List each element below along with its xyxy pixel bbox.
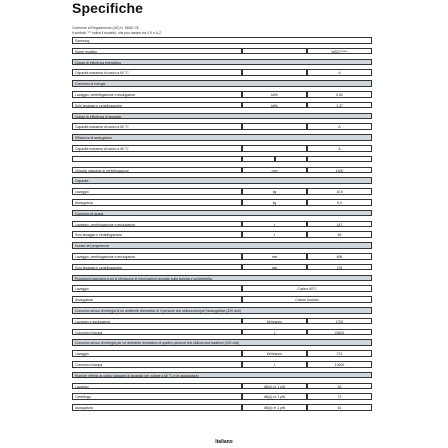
row-value: 53 bbox=[307, 383, 372, 390]
row-label bbox=[72, 156, 242, 163]
section-header-label: Durata del programma bbox=[72, 242, 372, 249]
regulation-note: Conforme al Regolamento (UE) N. 96/60 CE bbox=[72, 26, 139, 30]
row-unit: kWh/anno bbox=[242, 318, 307, 325]
row-label: Nome modello bbox=[72, 48, 242, 55]
section-header-row bbox=[72, 242, 372, 249]
row-label: Solo lavaggio e centrifugazione bbox=[72, 264, 242, 271]
section-header-label: Classe di efficienza energetica bbox=[72, 59, 372, 66]
table-row bbox=[72, 37, 372, 44]
row-label: Capacità massima di carico a 60 °C bbox=[72, 69, 242, 76]
row-value bbox=[307, 156, 372, 163]
row-value: 61 bbox=[307, 404, 372, 411]
row-label: Lavaggio, centrifugazione e asciugatura bbox=[72, 91, 242, 98]
row-label: Velocità massima di centrifugazione bbox=[72, 167, 242, 174]
section-header-row bbox=[72, 275, 372, 282]
table-row bbox=[72, 188, 372, 195]
page-title: Specifiche bbox=[72, 0, 144, 16]
row-value: Cotone Asciutto bbox=[242, 296, 372, 303]
section-header-label: Capacità bbox=[72, 177, 372, 184]
specifications-table bbox=[72, 37, 372, 425]
table-row bbox=[72, 48, 372, 55]
row-label: Centrifuga bbox=[72, 393, 242, 400]
table-row bbox=[72, 361, 372, 368]
row-label: Solo lavaggio e centrifugazione bbox=[72, 102, 242, 109]
table-row bbox=[72, 102, 372, 109]
row-label: Capacità massima di carico a 60 °C bbox=[72, 123, 242, 130]
row-unit: rpm bbox=[242, 167, 307, 174]
row-unit bbox=[275, 156, 307, 163]
row-unit: kg bbox=[242, 188, 307, 195]
row-label: Lavaggio bbox=[72, 383, 242, 390]
row-unit: kWh bbox=[242, 102, 307, 109]
section-header-row bbox=[72, 134, 372, 141]
section-header-label: Classe di efficienza di lavaggio bbox=[72, 113, 372, 120]
section-header-row bbox=[72, 80, 372, 87]
row-label: Consumo d'acqua bbox=[72, 329, 242, 336]
section-header-row bbox=[72, 372, 372, 379]
table-row bbox=[72, 329, 372, 336]
row-value: 6,80 bbox=[307, 91, 372, 98]
table-row bbox=[72, 199, 372, 206]
section-header-row bbox=[72, 177, 372, 184]
row-value: Cotone 60°C bbox=[242, 285, 372, 292]
section-header-label: Efficienza di asciugatura bbox=[72, 134, 372, 141]
row-value: WD1T***** bbox=[307, 48, 372, 55]
row-unit bbox=[242, 156, 275, 163]
section-header-label: Consumo di acqua bbox=[72, 210, 372, 217]
section-header-label: Consumo di energia bbox=[72, 80, 372, 87]
row-value: 23400 bbox=[307, 329, 372, 336]
row-value: 1,37 bbox=[307, 102, 372, 109]
table-row bbox=[72, 145, 372, 152]
table-row bbox=[72, 221, 372, 228]
row-unit: dB(A) re 1 pW bbox=[242, 393, 307, 400]
row-value: 147 bbox=[307, 221, 372, 228]
row-unit bbox=[242, 123, 307, 130]
table-row bbox=[72, 253, 372, 260]
row-unit: dB(A) re 1 pW bbox=[242, 383, 307, 390]
row-label: Asciugatura bbox=[72, 199, 242, 206]
table-row bbox=[72, 69, 372, 76]
section-header-row bbox=[72, 113, 372, 120]
row-label: Consumo d'acqua bbox=[72, 361, 242, 368]
section-header-row bbox=[72, 210, 372, 217]
row-value: 6,0 bbox=[307, 199, 372, 206]
table-row bbox=[72, 350, 372, 357]
row-label: Lavaggio bbox=[72, 350, 242, 357]
table-row bbox=[72, 285, 372, 292]
row-label: Capacità massima di carico a 60 °C bbox=[72, 145, 242, 152]
table-row bbox=[72, 404, 372, 411]
row-value: 63 bbox=[307, 231, 372, 238]
row-unit: dB(A) re 1 pW bbox=[242, 404, 307, 411]
table-row bbox=[72, 231, 372, 238]
row-unit bbox=[242, 69, 307, 76]
row-unit: min bbox=[242, 253, 307, 260]
table-row bbox=[72, 264, 372, 271]
section-header-label: Programmi standard a cui si riferiscono le informazioni riportate sulla scheda e sull'etichetta bbox=[72, 275, 372, 282]
row-value: A bbox=[307, 123, 372, 130]
row-label: Asciugatura bbox=[72, 404, 242, 411]
row-label: Lavaggio e asciugatura bbox=[72, 318, 242, 325]
section-header-label: Consumo annuo di energia di un ambiente domestico di 4 persone che utilizza sempre l'asciugatrice (220 cicli) bbox=[72, 307, 372, 314]
row-unit bbox=[242, 48, 307, 55]
row-label: Solo lavaggio e centrifugazione bbox=[72, 231, 242, 238]
manufacturer-name: Samsung bbox=[72, 37, 372, 44]
section-header-row bbox=[72, 59, 372, 66]
row-unit: ℓ bbox=[242, 221, 307, 228]
table-row bbox=[72, 393, 372, 400]
row-label: Lavaggio, centrifugazione e asciugatura bbox=[72, 221, 242, 228]
section-header-label: Rumore (riferito al carico standard di lavaggio per cotone a 60 °C e di asciugatura) bbox=[72, 372, 372, 379]
table-row bbox=[72, 296, 372, 303]
table-row bbox=[72, 318, 372, 325]
table-row bbox=[72, 167, 372, 174]
table-row bbox=[72, 383, 372, 390]
row-value: 10,5 bbox=[307, 188, 372, 195]
row-label: Lavaggio bbox=[72, 285, 242, 292]
row-unit bbox=[242, 145, 307, 152]
row-unit: ℓ bbox=[242, 231, 307, 238]
section-header-label: Consumo annuo di energia per un ambiente domestico di quattro persone che utilizza una lavatrice (220 cicli) bbox=[72, 339, 372, 346]
table-row bbox=[72, 156, 372, 163]
row-value: 1700 bbox=[307, 318, 372, 325]
language-label: Italiano bbox=[215, 439, 233, 445]
row-label: Asciugatura bbox=[72, 296, 242, 303]
row-value: A bbox=[307, 69, 372, 76]
row-label: Lavaggio bbox=[72, 188, 242, 195]
row-value: 278 bbox=[307, 264, 372, 271]
table-row bbox=[72, 91, 372, 98]
section-header-row bbox=[72, 339, 372, 346]
row-value: A bbox=[307, 145, 372, 152]
model-symbol-note: Il simbolo "*" indica il modello, che può variare tra 0-9 e A-Z. bbox=[72, 30, 163, 35]
section-header-row bbox=[72, 307, 372, 314]
row-unit: kWh bbox=[242, 91, 307, 98]
row-value: 274 bbox=[307, 350, 372, 357]
table-row bbox=[72, 123, 372, 130]
row-value: 72 bbox=[307, 393, 372, 400]
row-unit: ℓ bbox=[242, 361, 307, 368]
row-label: Lavaggio, centrifugazione e asciugatura bbox=[72, 253, 242, 260]
row-unit: kWh/anno bbox=[242, 350, 307, 357]
row-value: 698 bbox=[307, 253, 372, 260]
row-value: 1400 bbox=[307, 167, 372, 174]
row-unit: kg bbox=[242, 199, 307, 206]
row-value: 12600 bbox=[307, 361, 372, 368]
row-unit: ℓ bbox=[242, 329, 307, 336]
row-unit: min bbox=[242, 264, 307, 271]
